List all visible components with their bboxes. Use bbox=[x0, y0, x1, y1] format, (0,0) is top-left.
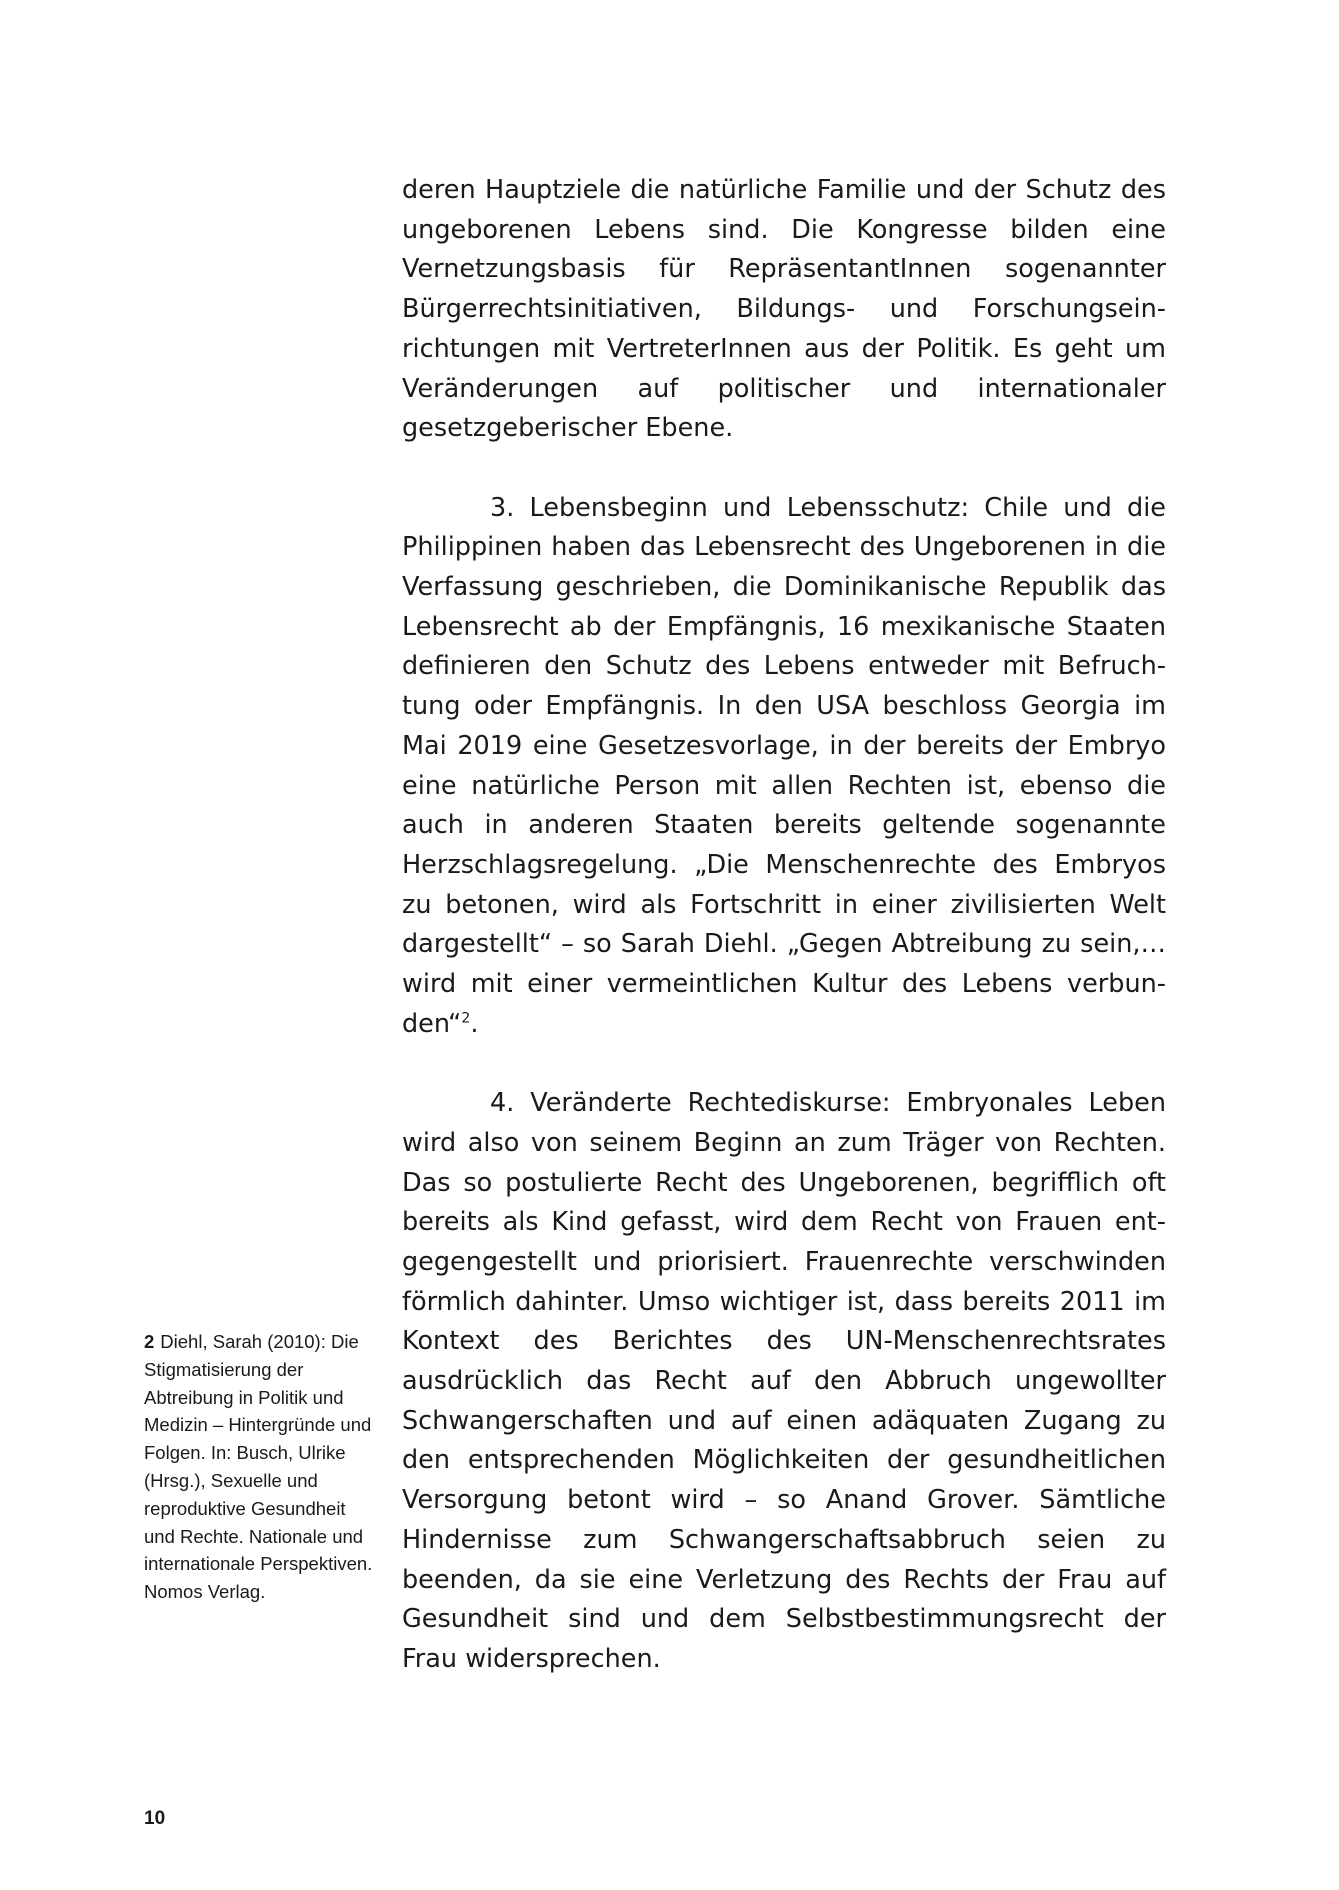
footnote bbox=[144, 1328, 376, 1606]
body-paragraph-2-text: 3. Lebensbeginn und Lebensschutz: Chile und die Philippinen haben das Lebensrecht des Ungeborenen in die Verfassung geschrieben, die Dominikanische Republik das Lebensrecht ab der Empfängnis, 16 mexikanische Staaten definieren den Schutz des Lebens entweder mit Befruchtung oder Empfängnis. In den USA beschloss Georgia im Mai 2019 eine Gesetzesvorlage, in der bereits der Embryo eine natürliche Person mit allen Rechten ist, ebenso die auch in anderen Staaten bereits geltende sogenannte Herzschlagsregelung. „Die Menschenrechte des Embryos zu betonen, wird als Fortschritt in einer zivilisierten Welt dargestellt“ – so Sarah Diehl. „Gegen Abtreibung zu sein,… wird mit einer vermeintlichen Kultur des Lebens verbunden“ bbox=[402, 492, 1166, 1039]
footnote-text: Diehl, Sarah (2010): Die Stigmatisierung der Abtreibung in Politik und Medizin – Hintergründe und Folgen. In: Busch, Ulrike (Hrsg.), Sexuelle und reproduktive Gesundheit und Rechte. Nationale und internationale Perspektiven. Nomos Verlag. bbox=[144, 1331, 373, 1603]
footnote-number: 2 bbox=[144, 1331, 155, 1352]
body-paragraph-2-end: . bbox=[470, 1008, 479, 1039]
main-text-column bbox=[402, 171, 1166, 1719]
footnote-reference: 2 bbox=[461, 1010, 471, 1027]
body-paragraph-2 bbox=[402, 489, 1166, 1045]
body-paragraph-3: 4. Veränderte Rechtediskurse: Embryonales Leben wird also von seinem Beginn an zum Träger von Rechten. Das so postulierte Recht des Ungeborenen, begrifflich oft bereits als Kind gefasst, wird dem Recht von Frauen entgegengestellt und priorisiert. Frauenrechte verschwinden förmlich dahinter. Umso wichtiger ist, dass bereits 2011 im Kontext des Berichtes des UN-Menschenrechtsrates ausdrücklich das Recht auf den Abbruch ungewollter Schwangerschaften und auf einen adäquaten Zugang zu den entsprechenden Möglichkeiten der gesundheitlichen Versorgung betont wird – so Anand Grover. Sämtliche Hindernisse zum Schwangerschaftsabbruch seien zu beenden, da sie eine Verletzung des Rechts der Frau auf Gesundheit sind und dem Selbstbestimmungsrecht der Frau widersprechen. bbox=[402, 1088, 1166, 1674]
page-number: 10 bbox=[144, 1808, 166, 1829]
body-paragraph-1: deren Hauptziele die natürliche Familie und der Schutz des ungeborenen Lebens sind. Die Kongresse bilden eine Vernetzungsbasis für RepräsentantInnen sogenannter Bürgerrechtsinitiativen, Bildungs- und Forschungseinrichtungen mit VertreterInnen aus der Politik. Es geht um Veränderungen auf politischer und internationaler gesetzgeberischer Ebene. bbox=[402, 175, 1166, 444]
